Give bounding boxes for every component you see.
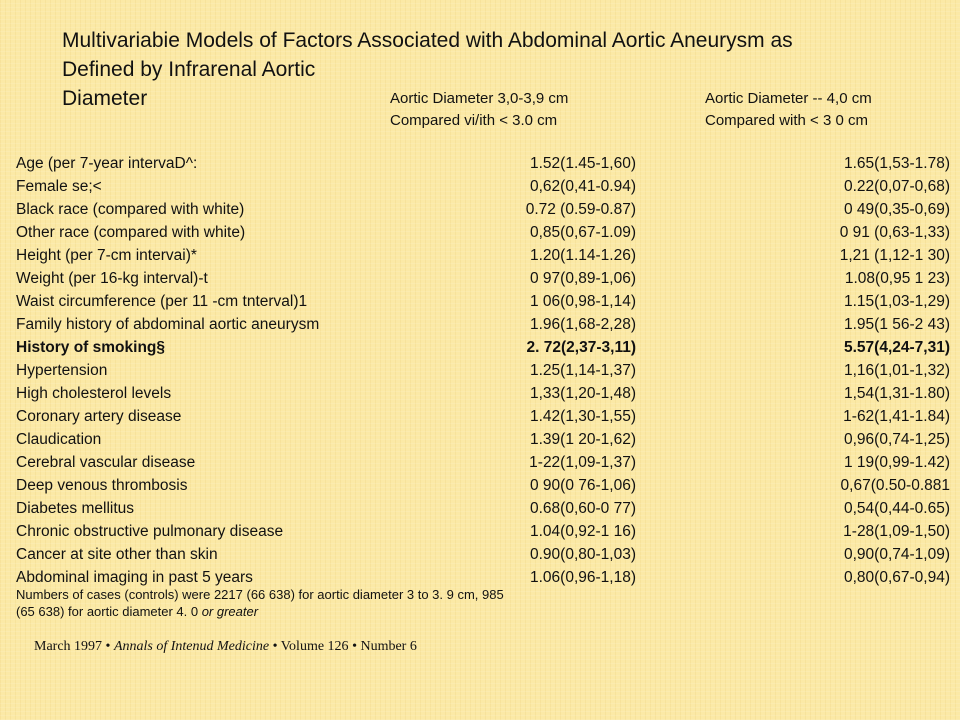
odds-ratio-4cm: 5.57(4,24-7,31): [844, 339, 950, 356]
factor-label: Cerebral vascular disease: [16, 454, 196, 471]
table-row: [16, 244, 956, 267]
column-header-1-line-2: Compared vi/ith < 3.0 cm: [390, 112, 558, 129]
odds-ratio-4cm: 0.22(0,07-0,68): [844, 178, 950, 195]
factor-label: Chronic obstructive pulmonary disease: [16, 523, 284, 540]
column-header-2-line-2: Compared with < 3 0 cm: [705, 112, 868, 129]
title-line-1: Multivariabie Models of Factors Associated with Abdominal Aortic Aneurysm as: [62, 29, 793, 52]
odds-ratio-3cm: 1-22(1,09-1,37): [529, 454, 636, 471]
footnote-line-2-italic: or greater: [198, 604, 259, 619]
odds-ratio-3cm: 0.72 (0.59-0.87): [525, 201, 636, 218]
odds-ratio-3cm: 1.96(1,68-2,28): [530, 316, 636, 333]
factor-label: Waist circumference (per 11 -cm tnterval)1: [16, 293, 308, 310]
table-row-highlighted: [16, 336, 956, 359]
table-row: [16, 152, 956, 175]
table-row: [16, 543, 956, 566]
odds-ratio-3cm: 0,85(0,67-1.09): [530, 224, 636, 241]
table-row: [16, 221, 956, 244]
odds-ratio-3cm: 0.68(0,60-0 77): [530, 500, 636, 517]
odds-ratio-4cm: 1.65(1,53-1.78): [844, 155, 950, 172]
citation: [34, 639, 417, 655]
table-row: [16, 198, 956, 221]
odds-ratio-3cm: 1.20(1.14-1.26): [530, 247, 636, 264]
factor-label: Other race (compared with white): [16, 224, 246, 241]
footnote-line-2: [16, 603, 504, 620]
odds-ratio-4cm: 0,54(0,44-0.65): [844, 500, 950, 517]
odds-ratio-4cm: 1.95(1 56-2 43): [844, 316, 950, 333]
factor-label: Height (per 7-cm intervai)*: [16, 247, 197, 264]
title-line-2: Defined by Infrarenal Aortic: [62, 58, 316, 81]
factor-label: Weight (per 16-kg interval)-t: [16, 270, 208, 287]
table-row: [16, 520, 956, 543]
odds-ratio-4cm: 1.08(0,95 1 23): [844, 270, 950, 287]
odds-ratio-4cm: 1-28(1,09-1,50): [843, 523, 950, 540]
odds-ratio-3cm: 2. 72(2,37-3,11): [526, 339, 636, 356]
odds-ratio-4cm: 1,54(1,31-1.80): [844, 385, 950, 402]
footnote-line-1: Numbers of cases (controls) were 2217 (66 638) for aortic diameter 3 to 3. 9 cm, 985: [16, 587, 504, 602]
factor-label: Coronary artery disease: [16, 408, 182, 425]
odds-ratio-4cm: 0 91 (0,63-1,33): [839, 224, 950, 241]
factor-label: Hypertension: [16, 362, 108, 379]
factor-label: History of smoking§: [16, 339, 165, 356]
factor-label: Cancer at site other than skin: [16, 546, 218, 563]
factor-label: Female se;<: [16, 178, 102, 195]
column-header-3-to-3.9cm: [390, 88, 568, 132]
odds-ratio-3cm: 1.39(1 20-1,62): [530, 431, 636, 448]
odds-ratio-3cm: 0,62(0,41-0.94): [530, 178, 636, 195]
odds-ratio-3cm: 1.04(0,92-1 16): [530, 523, 636, 540]
factor-label: Family history of abdominal aortic aneurysm: [16, 316, 320, 333]
table-row: [16, 451, 956, 474]
factor-label: Claudication: [16, 431, 102, 448]
odds-ratio-3cm: 1.42(1,30-1,55): [530, 408, 636, 425]
table-row: [16, 428, 956, 451]
factors-table: [16, 152, 956, 589]
odds-ratio-3cm: 0 97(0,89-1,06): [530, 270, 636, 287]
factor-label: Abdominal imaging in past 5 years: [16, 569, 253, 586]
citation-separator: •: [102, 639, 114, 654]
odds-ratio-3cm: 1.25(1,14-1,37): [530, 362, 636, 379]
table-row: [16, 313, 956, 336]
footnote: [16, 586, 504, 620]
odds-ratio-4cm: 0,67(0.50-0.881: [840, 477, 950, 494]
odds-ratio-4cm: 1-62(1,41-1.84): [843, 408, 950, 425]
factor-label: Age (per 7-year intervaD^:: [16, 155, 198, 172]
table-row: [16, 175, 956, 198]
factor-label: High cholesterol levels: [16, 385, 172, 402]
odds-ratio-3cm: 1.06(0,96-1,18): [530, 569, 636, 586]
odds-ratio-4cm: 0,90(0,74-1,09): [844, 546, 950, 563]
citation-date: March 1997: [34, 639, 103, 654]
odds-ratio-4cm: 1 19(0,99-1.42): [844, 454, 950, 471]
citation-journal: Annals of Intenud Medicine: [113, 639, 270, 654]
citation-number: Number 6: [360, 639, 417, 654]
odds-ratio-4cm: 1,16(1,01-1,32): [844, 362, 950, 379]
citation-separator: •: [348, 639, 361, 654]
odds-ratio-4cm: 0,96(0,74-1,25): [844, 431, 950, 448]
factor-label: Diabetes mellitus: [16, 500, 135, 517]
odds-ratio-3cm: 0 90(0 76-1,06): [530, 477, 636, 494]
odds-ratio-3cm: 1.52(1.45-1,60): [530, 155, 636, 172]
title-line-3: Diameter: [62, 87, 148, 110]
column-header-2-line-1: Aortic Diameter -- 4,0 cm: [705, 90, 872, 107]
odds-ratio-4cm: 1.15(1,03-1,29): [844, 293, 950, 310]
odds-ratio-3cm: 0.90(0,80-1,03): [530, 546, 636, 563]
column-header-1-line-1: Aortic Diameter 3,0-3,9 cm: [390, 90, 569, 107]
odds-ratio-4cm: 0,80(0,67-0,94): [844, 569, 950, 586]
odds-ratio-3cm: 1,33(1,20-1,48): [530, 385, 636, 402]
table-row: [16, 497, 956, 520]
table-row: [16, 359, 956, 382]
table-row: [16, 474, 956, 497]
odds-ratio-4cm: 0 49(0,35-0,69): [844, 201, 950, 218]
factor-label: Deep venous thrombosis: [16, 477, 188, 494]
table-row: [16, 382, 956, 405]
odds-ratio-4cm: 1,21 (1,12-1 30): [839, 247, 950, 264]
factor-label: Black race (compared with white): [16, 201, 245, 218]
citation-volume: Volume 126: [280, 639, 349, 654]
footnote-line-2-text: (65 638) for aortic diameter 4. 0: [16, 604, 199, 619]
table-row: [16, 405, 956, 428]
column-header-4cm-or-greater: [705, 88, 872, 132]
table-row: [16, 290, 956, 313]
table-row: [16, 267, 956, 290]
odds-ratio-3cm: 1 06(0,98-1,14): [530, 293, 636, 310]
citation-separator: •: [269, 639, 281, 654]
